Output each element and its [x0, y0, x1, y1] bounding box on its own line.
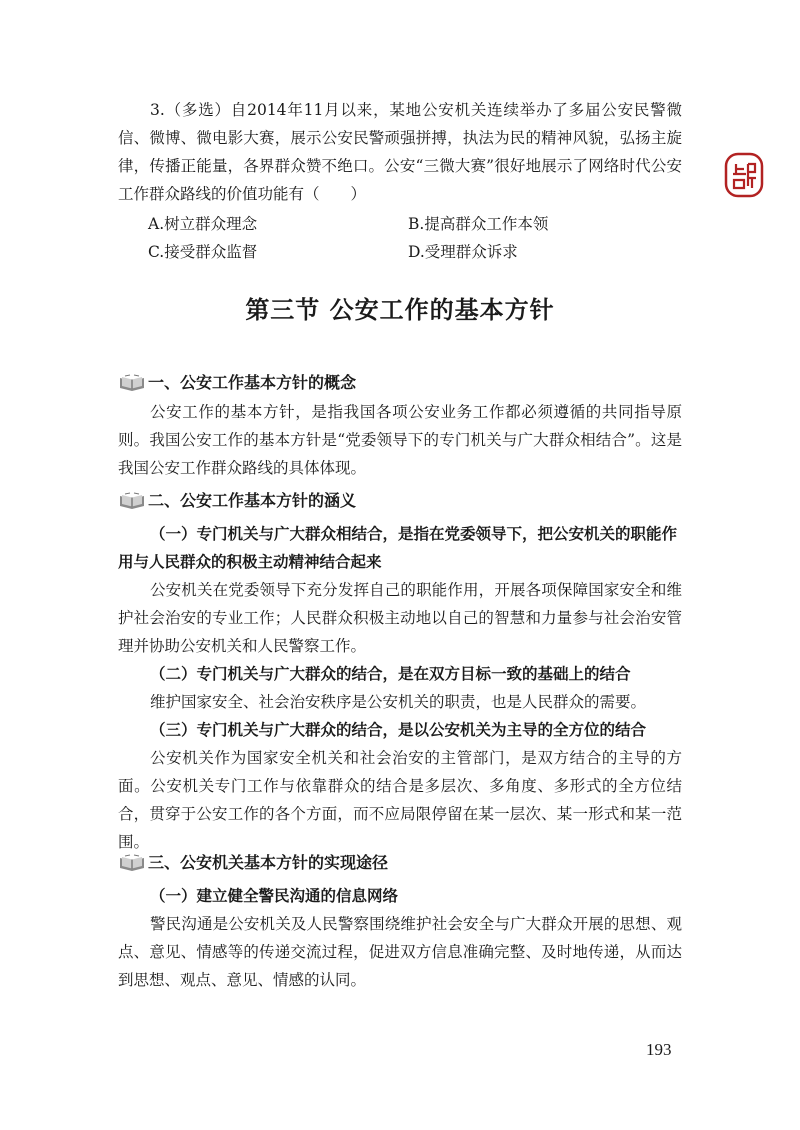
- part1-paragraph: 公安工作的基本方针，是指我国各项公安业务工作都必须遵循的共同指导原则。我国公安工作的基本方针是“党委领导下的专门机关与广大群众相结合”。这是我国公安工作群众路线的具体体现。: [118, 403, 682, 477]
- part2-sub2-title: （二）专门机关与广大群众的结合，是在双方目标一致的基础上的结合: [150, 665, 631, 683]
- part2-sub2-paragraph: 维护国家安全、社会治安秩序是公安机关的职责，也是人民群众的需要。: [150, 693, 647, 711]
- question-block: [118, 96, 682, 266]
- part1-heading-text: 一、公安工作基本方针的概念: [148, 373, 357, 392]
- page-number: 193: [646, 1040, 672, 1059]
- option-c: C.接受群众监督: [148, 243, 258, 261]
- question-text: 3.（多选）自2014年11月以来，某地公安机关连续举办了多届公安民警微信、微博、微电影大赛，展示公安民警顽强拼搏，执法为民的精神风貌，弘扬主旋律，传播正能量，各界群众赞不绝口。公安“三微大赛”很好地展示了网络时代公安工作群众路线的价值功能有（ ）: [118, 101, 682, 203]
- book-icon: [118, 492, 146, 510]
- section-title: 第三节 公安工作的基本方针: [245, 296, 555, 324]
- part2-sub3-title: （三）专门机关与广大群众的结合，是以公安机关为主导的全方位的结合: [150, 721, 647, 739]
- part1-heading: [118, 368, 682, 398]
- part2-block: [118, 486, 682, 856]
- book-icon: [118, 854, 146, 872]
- part2-sub3-paragraph: 公安机关作为国家安全机关和社会治安的主管部门，是双方结合的主导的方面。公安机关专门工作与依靠群众的结合是多层次、多角度、多形式的全方位结合，贯穿于公安工作的各个方面，而不应局限停留在某一层次、某一形式和某一范围。: [118, 749, 682, 851]
- option-b: B.提高群众工作本领: [408, 215, 549, 233]
- part2-heading-text: 二、公安工作基本方针的涵义: [148, 491, 357, 510]
- part1-block: [118, 368, 682, 482]
- part2-sub1-paragraph: 公安机关在党委领导下充分发挥自己的职能作用，开展各项保障国家安全和维护社会治安的专业工作；人民群众积极主动地以自己的智慧和力量参与社会治安管理并协助公安机关和人民警察工作。: [118, 581, 682, 655]
- part3-block: [118, 848, 682, 994]
- part3-heading: [118, 848, 682, 878]
- part3-heading-text: 三、公安机关基本方针的实现途径: [148, 853, 389, 872]
- seal-stamp-icon: [724, 152, 764, 198]
- question-options: [118, 210, 682, 266]
- part2-sub1-title: （一）专门机关与广大群众相结合，是指在党委领导下，把公安机关的职能作用与人民群众的积极主动精神结合起来: [118, 525, 678, 571]
- part3-sub1-paragraph: 警民沟通是公安机关及人民警察围绕维护社会安全与广大群众开展的思想、观点、意见、情感等的传递交流过程，促进双方信息准确完整、及时地传递，从而达到思想、观点、意见、情感的认同。: [118, 915, 682, 989]
- option-d: D.受理群众诉求: [408, 243, 518, 261]
- part3-sub1-title: （一）建立健全警民沟通的信息网络: [150, 887, 399, 905]
- option-a: A.树立群众理念: [148, 215, 258, 233]
- part2-heading: [118, 486, 682, 516]
- book-icon: [118, 374, 146, 392]
